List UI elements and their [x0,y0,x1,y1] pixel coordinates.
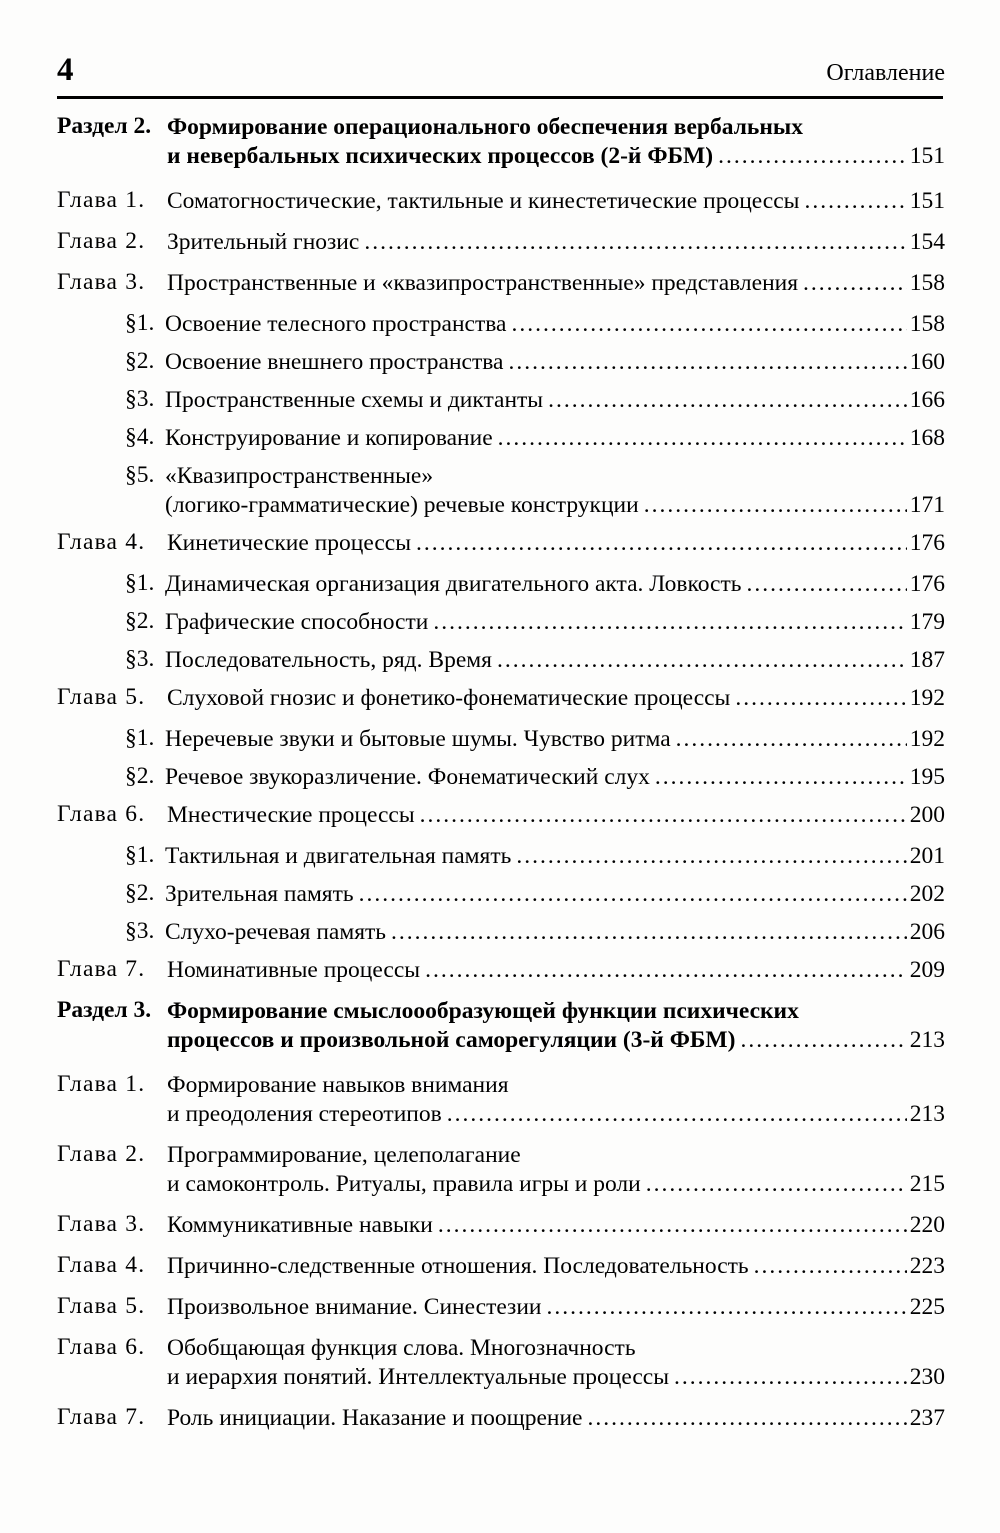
entry-label: Раздел 2. [57,113,152,139]
entry-label: Глава 3. [57,269,146,295]
entry-title: Номинативные процессы [167,957,421,983]
entry-page-number: 158 [909,270,945,296]
toc-list [57,113,945,1433]
entry-page-number: 206 [909,919,945,945]
entry-page-number: 195 [909,764,945,790]
entry-page-number: 187 [909,647,945,673]
entry-page-number: 176 [909,530,945,556]
entry-title-line: Формирование операционального обеспечения вербальных [167,114,803,140]
dot-leader [438,1211,907,1240]
entry-label: Глава 2. [57,1141,146,1167]
entry-page-number: 223 [909,1253,945,1279]
entry-last-line [165,725,945,754]
header-rule [57,96,943,99]
entry-last-line [165,386,945,415]
entry-page-number: 202 [909,881,945,907]
entry-title: Зрительная память [165,881,354,907]
entry-last-line [167,187,945,216]
entry-label: Глава 2. [57,228,146,254]
toc-entry [57,462,945,520]
entry-title: и невербальных психических процессов (2-й ФБМ) [167,143,714,169]
toc-entry [57,228,945,257]
entry-body [165,570,945,599]
dot-leader [754,1252,907,1281]
toc-entry [57,1071,945,1129]
entry-label: §3. [125,386,155,412]
dot-leader [359,880,907,909]
entry-label: §4. [125,424,155,450]
dot-leader [548,386,907,415]
entry-page-number: 230 [909,1364,945,1390]
entry-title: Последовательность, ряд. Время [165,647,492,673]
entry-title: Тактильная и двигательная память [165,843,512,869]
entry-last-line [165,570,945,599]
entry-page-number: 237 [909,1405,945,1431]
toc-entry [57,113,945,171]
dot-leader [746,570,906,599]
toc-entry [57,918,945,947]
entry-last-line [167,529,945,558]
entry-page-number: 192 [909,685,945,711]
entry-title: Зрительный гнозис [167,229,360,255]
entry-label: Глава 6. [57,801,146,827]
entry-body [167,684,945,713]
entry-label: §2. [125,763,155,789]
entry-title: процессов и произвольной саморегуляции (3-й ФБМ) [167,1027,736,1053]
entry-last-line [167,269,945,298]
entry-last-line [167,1211,945,1240]
entry-body [165,386,945,415]
dot-leader [803,269,907,298]
toc-entry [57,1404,945,1433]
entry-page-number: 225 [909,1294,945,1320]
toc-entry [57,570,945,599]
entry-label: §1. [125,570,155,596]
entry-title: и иерархия понятий. Интеллектуальные процессы [167,1364,669,1390]
entry-page-number: 201 [909,843,945,869]
toc-entry [57,269,945,298]
entry-body [167,187,945,216]
entry-title: Освоение внешнего пространства [165,349,504,375]
entry-body [165,763,945,792]
entry-last-line [165,646,945,675]
entry-title-line: Формирование смыслоообразующей функции психических [167,998,799,1024]
dot-leader [674,1363,907,1392]
dot-leader [511,310,906,339]
entry-body [167,1404,945,1433]
entry-title: Соматогностические, тактильные и кинестетические процессы [167,188,800,214]
entry-label: §3. [125,646,155,672]
entry-last-line [165,763,945,792]
entry-body [167,997,945,1055]
toc-entry [57,801,945,830]
dot-leader [646,1170,907,1199]
dot-leader [364,228,906,257]
toc-entry [57,1141,945,1199]
entry-title-line: Формирование навыков внимания [167,1072,509,1098]
entry-page-number: 220 [909,1212,945,1238]
entry-title: (логико-грамматические) речевые конструкции [165,492,639,518]
entry-label: Глава 7. [57,956,146,982]
entry-label: Глава 3. [57,1211,146,1237]
toc-entry [57,763,945,792]
dot-leader [547,1293,907,1322]
entry-last-line [165,608,945,637]
entry-page-number: 160 [909,349,945,375]
entry-page-number: 192 [909,726,945,752]
entry-label: Глава 5. [57,684,146,710]
entry-last-line [167,1404,945,1433]
dot-leader [587,1404,906,1433]
toc-entry [57,1334,945,1392]
entry-page-number: 168 [909,425,945,451]
toc-entry [57,997,945,1055]
entry-page-number: 209 [909,957,945,983]
entry-last-line [167,1363,945,1392]
toc-entry [57,725,945,754]
entry-title: Пространственные схемы и диктанты [165,387,544,413]
toc-entry [57,1293,945,1322]
dot-leader [498,424,907,453]
entry-title: Освоение телесного пространства [165,311,507,337]
entry-body [167,1252,945,1281]
entry-label: Глава 4. [57,1252,146,1278]
entry-label: §1. [125,310,155,336]
entry-label: §1. [125,725,155,751]
entry-title: Коммуникативные навыки [167,1212,433,1238]
dot-leader [447,1100,907,1129]
entry-last-line [167,1252,945,1281]
running-head-title: Оглавление [826,60,945,86]
toc-entry [57,187,945,216]
entry-title: Динамическая организация двигательного акта. Ловкость [165,571,742,597]
entry-page-number: 200 [909,802,945,828]
entry-last-line [165,310,945,339]
entry-last-line [167,1100,945,1129]
dot-leader [433,608,906,637]
dot-leader [497,646,907,675]
dot-leader [735,684,906,713]
entry-title-line: «Квазипространственные» [165,463,434,489]
dot-leader [508,348,906,377]
entry-body [165,310,945,339]
entry-body [167,1334,945,1392]
entry-last-line [167,956,945,985]
entry-last-line [167,1026,945,1055]
entry-last-line [165,348,945,377]
entry-body [167,269,945,298]
entry-title: Графические способности [165,609,429,635]
dot-leader [516,842,906,871]
entry-last-line [167,801,945,830]
entry-body [165,348,945,377]
entry-page-number: 176 [909,571,945,597]
entry-label: §2. [125,348,155,374]
toc-entry [57,880,945,909]
entry-label: Глава 1. [57,187,146,213]
entry-body [167,801,945,830]
toc-entry [57,1211,945,1240]
entry-last-line [165,880,945,909]
dot-leader [655,763,907,792]
entry-title-line: Программирование, целеполагание [167,1142,521,1168]
entry-page-number: 151 [909,143,945,169]
page-number: 4 [57,52,74,88]
entry-last-line [165,491,945,520]
entry-body [167,228,945,257]
dot-leader [676,725,907,754]
entry-page-number: 213 [909,1101,945,1127]
entry-page-number: 215 [909,1171,945,1197]
entry-title: Мнестические процессы [167,802,415,828]
entry-label: §5. [125,462,155,488]
entry-label: Глава 5. [57,1293,146,1319]
entry-body [165,424,945,453]
entry-page-number: 171 [909,492,945,518]
entry-label: Глава 4. [57,529,146,555]
entry-page-number: 154 [909,229,945,255]
dot-leader [391,918,907,947]
toc-entry [57,310,945,339]
entry-last-line [167,142,945,171]
entry-last-line [167,228,945,257]
dot-leader [425,956,907,985]
entry-body [165,725,945,754]
dot-leader [644,491,907,520]
entry-body [167,529,945,558]
entry-title: Конструирование и копирование [165,425,493,451]
entry-body [167,1293,945,1322]
entry-body [165,880,945,909]
dot-leader [718,142,907,171]
entry-label: Раздел 3. [57,997,152,1023]
entry-body [165,646,945,675]
entry-title: Произвольное внимание. Синестезии [167,1294,542,1320]
entry-body [165,842,945,871]
entry-body [165,608,945,637]
entry-last-line [165,424,945,453]
entry-page-number: 179 [909,609,945,635]
entry-page-number: 213 [909,1027,945,1053]
entry-body [167,113,945,171]
entry-title: Кинетические процессы [167,530,411,556]
toc-entry [57,684,945,713]
dot-leader [420,801,907,830]
entry-label: Глава 1. [57,1071,146,1097]
entry-label: §2. [125,880,155,906]
entry-label: Глава 7. [57,1404,146,1430]
toc-entry [57,1252,945,1281]
entry-title: Слуховой гнозис и фонетико-фонематические процессы [167,685,731,711]
entry-title: Речевое звукоразличение. Фонематический слух [165,764,650,790]
entry-page-number: 166 [909,387,945,413]
entry-title: Причинно-следственные отношения. Последовательность [167,1253,749,1279]
dot-leader [804,187,906,216]
dot-leader [740,1026,906,1055]
entry-page-number: 158 [909,311,945,337]
toc-entry [57,646,945,675]
entry-title-line: Обобщающая функция слова. Многозначность [167,1335,636,1361]
entry-body [167,1141,945,1199]
entry-label: §2. [125,608,155,634]
toc-entry [57,956,945,985]
toc-entry [57,348,945,377]
entry-body [167,1211,945,1240]
entry-body [165,918,945,947]
entry-last-line [165,918,945,947]
entry-last-line [167,1293,945,1322]
toc-entry [57,608,945,637]
entry-body [165,462,945,520]
entry-title: и самоконтроль. Ритуалы, правила игры и роли [167,1171,641,1197]
entry-title: Пространственные и «квазипространственные» представления [167,270,799,296]
entry-last-line [167,684,945,713]
entry-page-number: 151 [909,188,945,214]
toc-entry [57,842,945,871]
entry-last-line [165,842,945,871]
page-header [57,54,945,87]
entry-label: §3. [125,918,155,944]
toc-entry [57,529,945,558]
entry-label: Глава 6. [57,1334,146,1360]
entry-body [167,956,945,985]
entry-label: §1. [125,842,155,868]
entry-body [167,1071,945,1129]
entry-last-line [167,1170,945,1199]
toc-entry [57,424,945,453]
dot-leader [416,529,907,558]
entry-title: Роль инициации. Наказание и поощрение [167,1405,583,1431]
entry-title: Слухо-речевая память [165,919,387,945]
entry-title: и преодоления стереотипов [167,1101,442,1127]
toc-entry [57,386,945,415]
entry-title: Неречевые звуки и бытовые шумы. Чувство ритма [165,726,671,752]
